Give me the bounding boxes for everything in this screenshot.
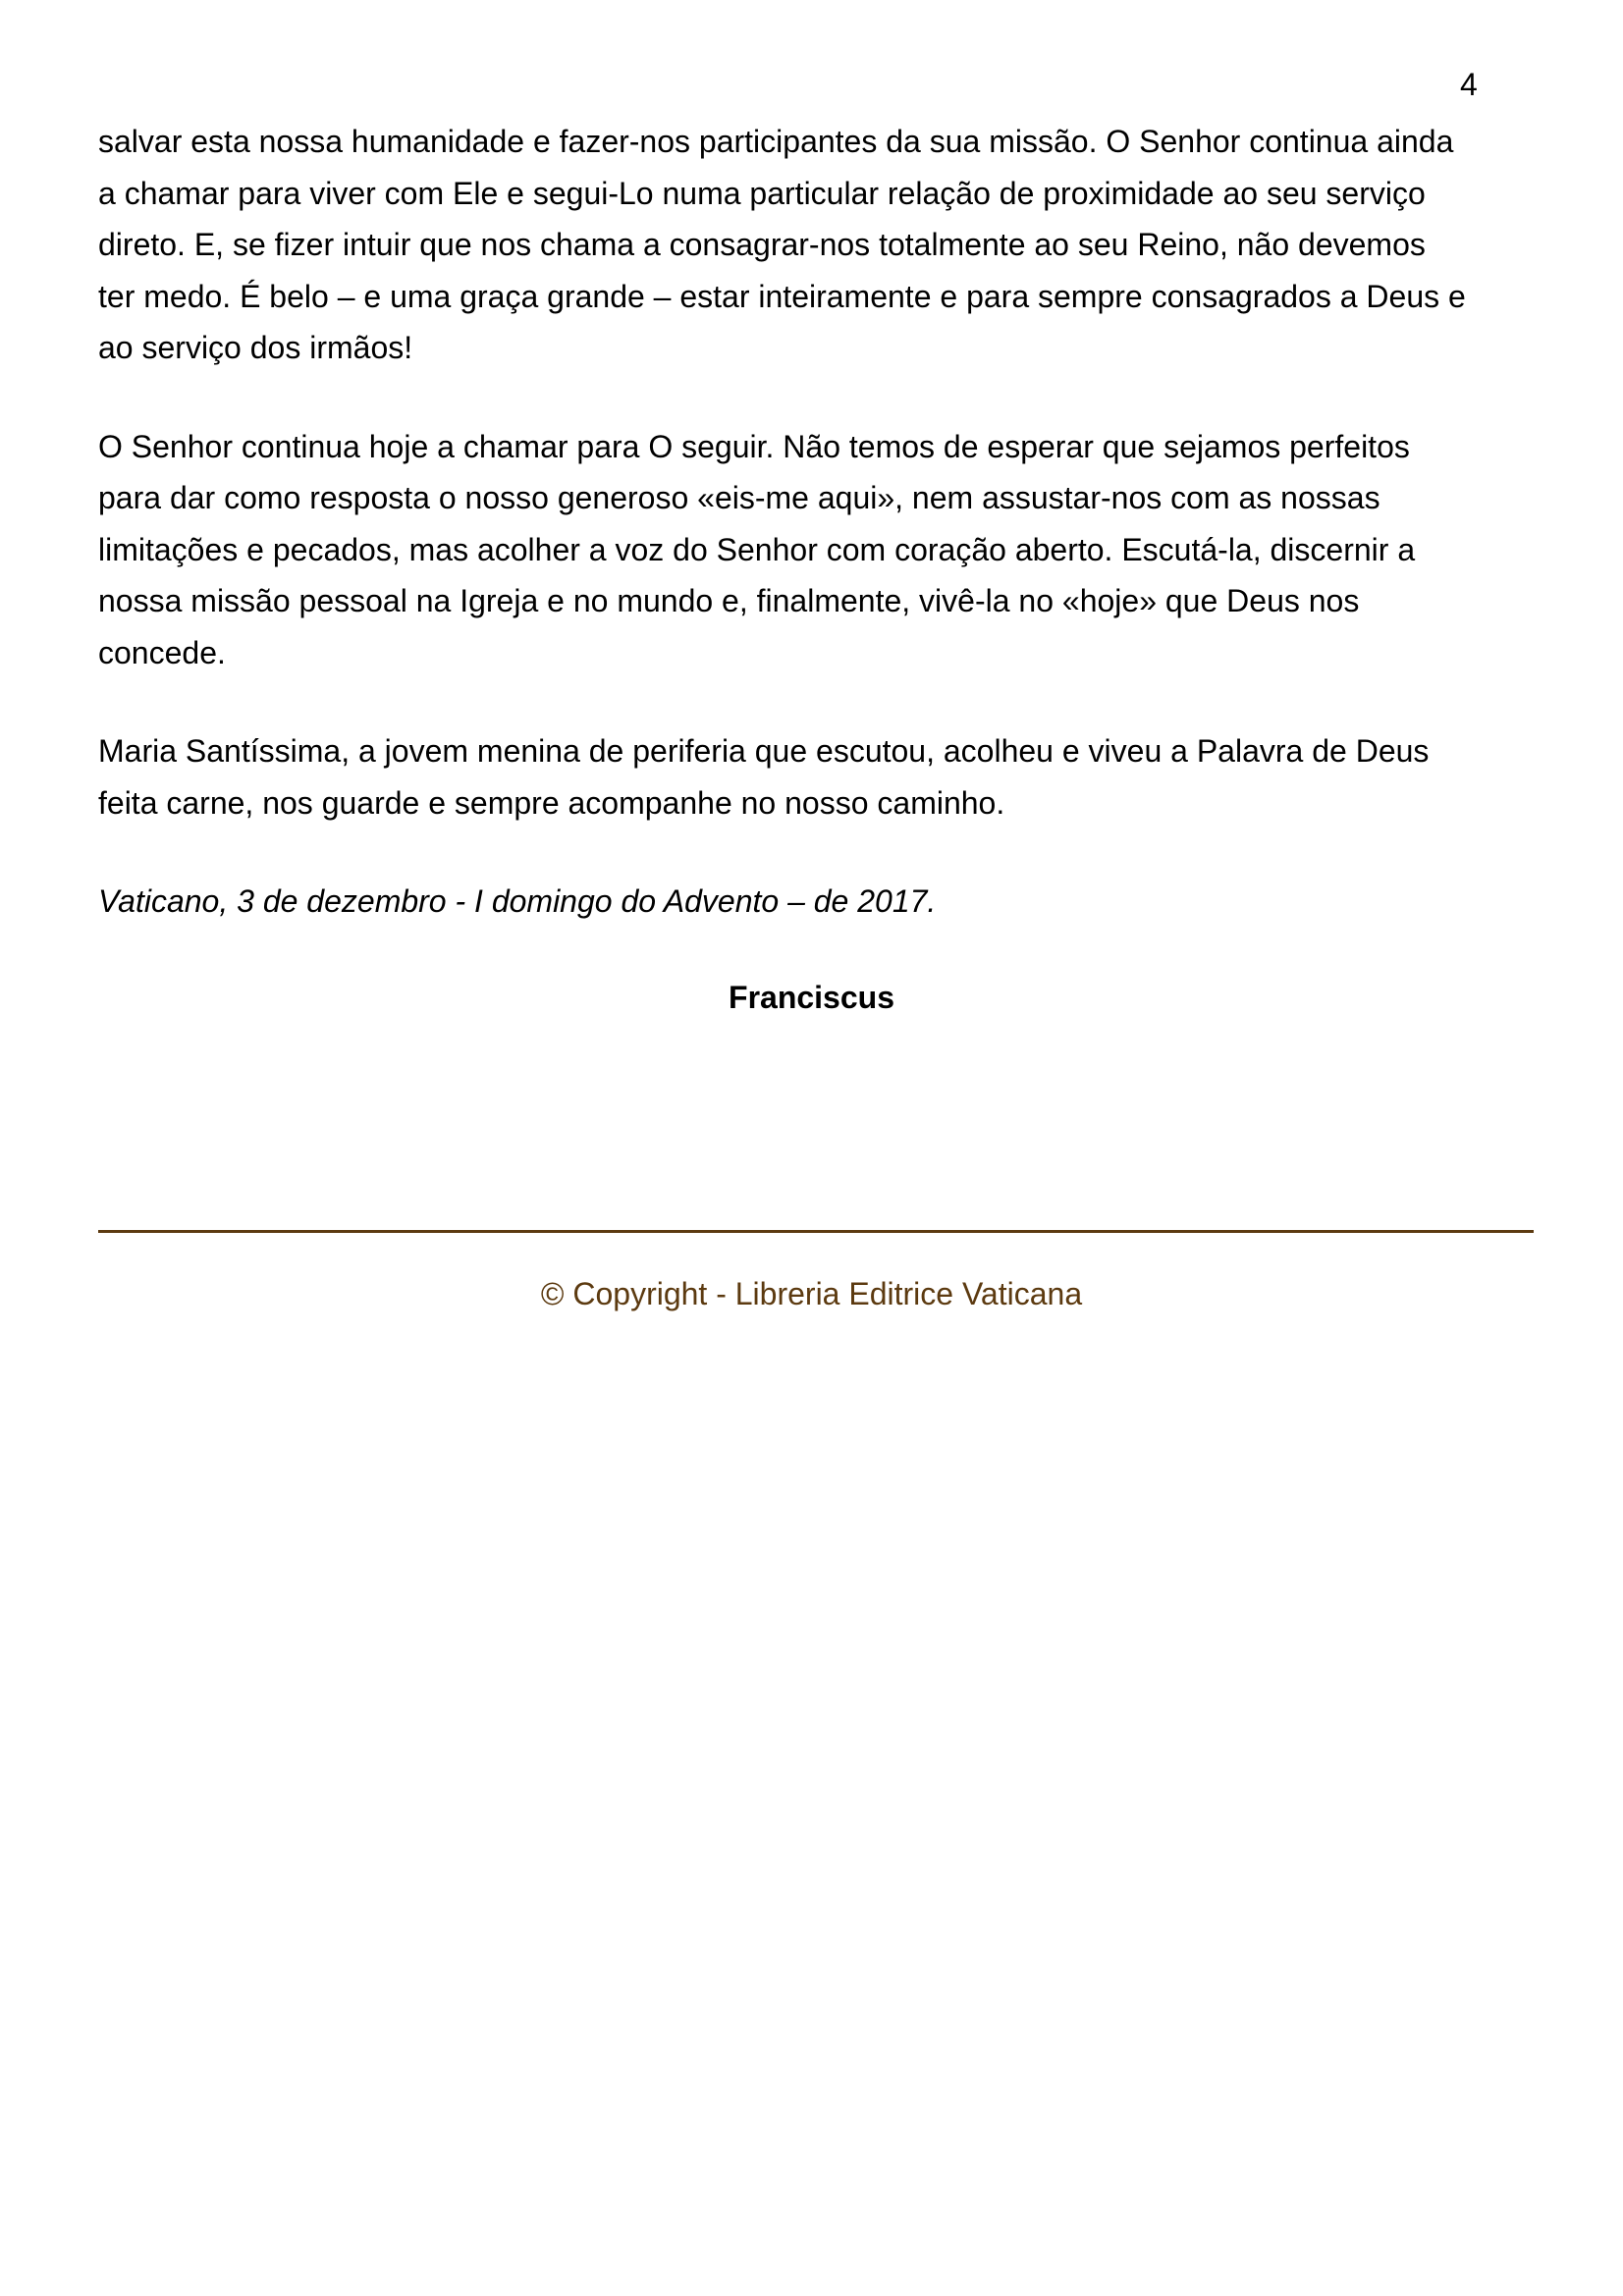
text-line: nossa missão pessoal na Igreja e no mundo e, finalmente, vivê-la no «hoje» que Deus nos: [98, 583, 1360, 618]
text-line: ter medo. É belo – e uma graça grande – estar inteiramente e para sempre consagrados a Deus e: [98, 278, 1466, 314]
footer-divider: [98, 1230, 1534, 1233]
paragraph: [98, 421, 1537, 679]
text-line: concede.: [98, 634, 226, 670]
signature: [0, 978, 1623, 1017]
page-number: 4: [1460, 67, 1478, 102]
text-line: Maria Santíssima, a jovem menina de periferia que escutou, acolheu e viveu a Palavra de Deus: [98, 733, 1430, 769]
text-line: O Senhor continua hoje a chamar para O seguir. Não temos de esperar que sejamos perfeitos: [98, 428, 1410, 464]
text-line: para dar como resposta o nosso generoso «eis-me aqui», nem assustar-nos com as nossas: [98, 480, 1380, 515]
text-line: a chamar para viver com Ele e segui-Lo numa particular relação de proximidade ao seu serviço: [98, 175, 1426, 211]
text-line: direto. E, se fizer intuir que nos chama a consagrar-nos totalmente ao seu Reino, não devemos: [98, 227, 1426, 262]
paragraph: [98, 725, 1537, 828]
text-line: feita carne, nos guarde e sempre acompanhe no nosso caminho.: [98, 784, 1005, 821]
text-line: limitações e pecados, mas acolher a voz do Senhor com coração aberto. Escutá-la, discernir a: [98, 531, 1416, 567]
text-line: salvar esta nossa humanidade e fazer-nos participantes da sua missão. O Senhor continua ainda: [98, 124, 1454, 159]
signature-name: Franciscus: [729, 980, 894, 1015]
text-line: ao serviço dos irmãos!: [98, 330, 413, 365]
dateline: Vaticano, 3 de dezembro - I domingo do Advento – de 2017.: [98, 883, 937, 919]
letter-body: [98, 116, 1537, 928]
copyright-notice: © Copyright - Libreria Editrice Vaticana: [540, 1276, 1083, 1311]
paragraph: [98, 116, 1537, 374]
